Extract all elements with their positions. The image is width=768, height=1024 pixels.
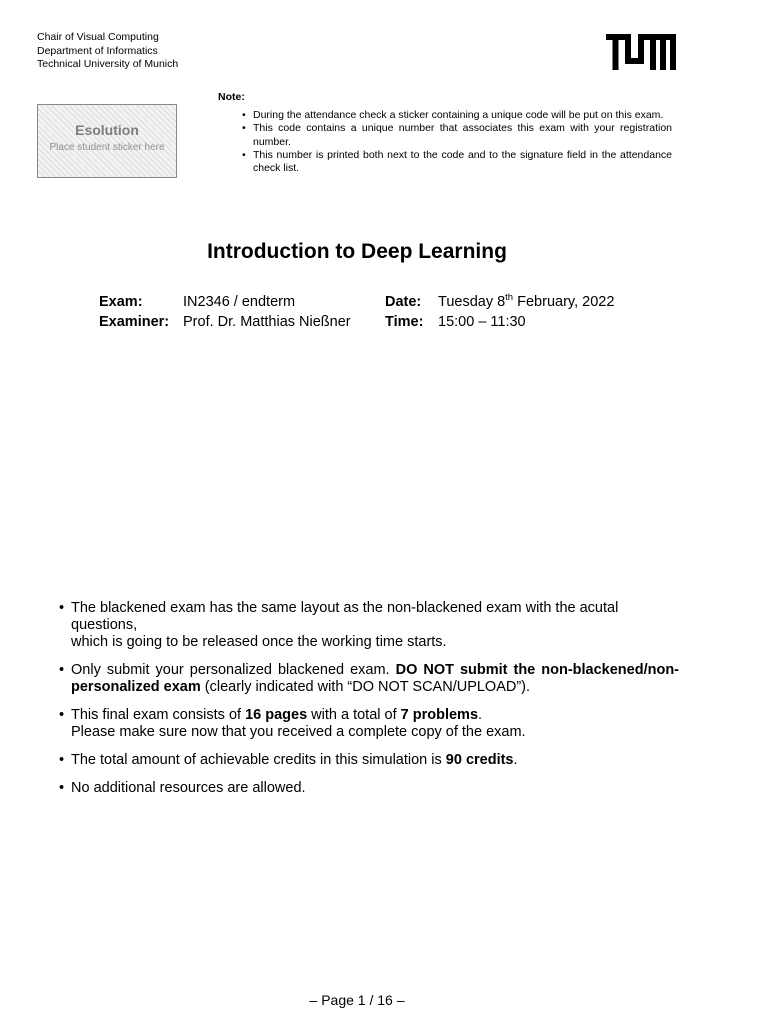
department-name: Department of Informatics [37, 44, 158, 57]
sticker-hint: Place student sticker here [49, 142, 165, 153]
rule-item: • Only submit your personalized blackened exam. DO NOT submit the non-blackened/non-personalized exam (clearly indicated with “DO NOT SCAN/UPLOAD”). [58, 662, 679, 696]
note-list [240, 109, 672, 175]
exam-rules-list [58, 600, 679, 808]
rule-item: • No additional resources are allowed. [58, 780, 679, 797]
rule-item: • This final exam consists of 16 pages with a total of 7 problems. Please make sure now that you received a complete copy of the exam. [58, 707, 679, 741]
note-item: • This number is printed both next to the code and to the signature field in the attendance check list. [240, 149, 672, 176]
exam-label: Exam: [99, 294, 143, 310]
note-item: • During the attendance check a sticker containing a unique code will be put on this exam. [240, 109, 672, 122]
rule-item: • The blackened exam has the same layout as the non-blackened exam with the acutal questions, which is going to be released once the working time starts. [58, 600, 679, 651]
university-name: Technical University of Munich [37, 58, 179, 70]
institution-header [37, 31, 178, 72]
time-value: 15:00 – 11:30 [438, 314, 526, 330]
date-label: Date: [385, 294, 422, 310]
note-label: Note: [218, 91, 245, 103]
rule-item: • The total amount of achievable credits in this simulation is 90 credits. [58, 752, 679, 769]
sticker-name: Esolution [75, 122, 139, 138]
time-label: Time: [385, 314, 424, 330]
date-value: Tuesday 8th February, 2022 [438, 292, 615, 310]
exam-title: Introduction to Deep Learning [207, 240, 507, 263]
note-item: • This code contains a unique number that associates this exam with your registration number. [240, 122, 672, 149]
examiner-value: Prof. Dr. Matthias Nießner [183, 314, 351, 330]
student-sticker-placeholder [37, 104, 177, 178]
tum-logo-icon [606, 34, 676, 70]
chair-name: Chair of Visual Computing [37, 31, 159, 43]
page-footer: – Page 1 / 16 – [309, 992, 405, 1008]
examiner-label: Examiner: [99, 314, 170, 330]
exam-value: IN2346 / endterm [183, 294, 296, 310]
